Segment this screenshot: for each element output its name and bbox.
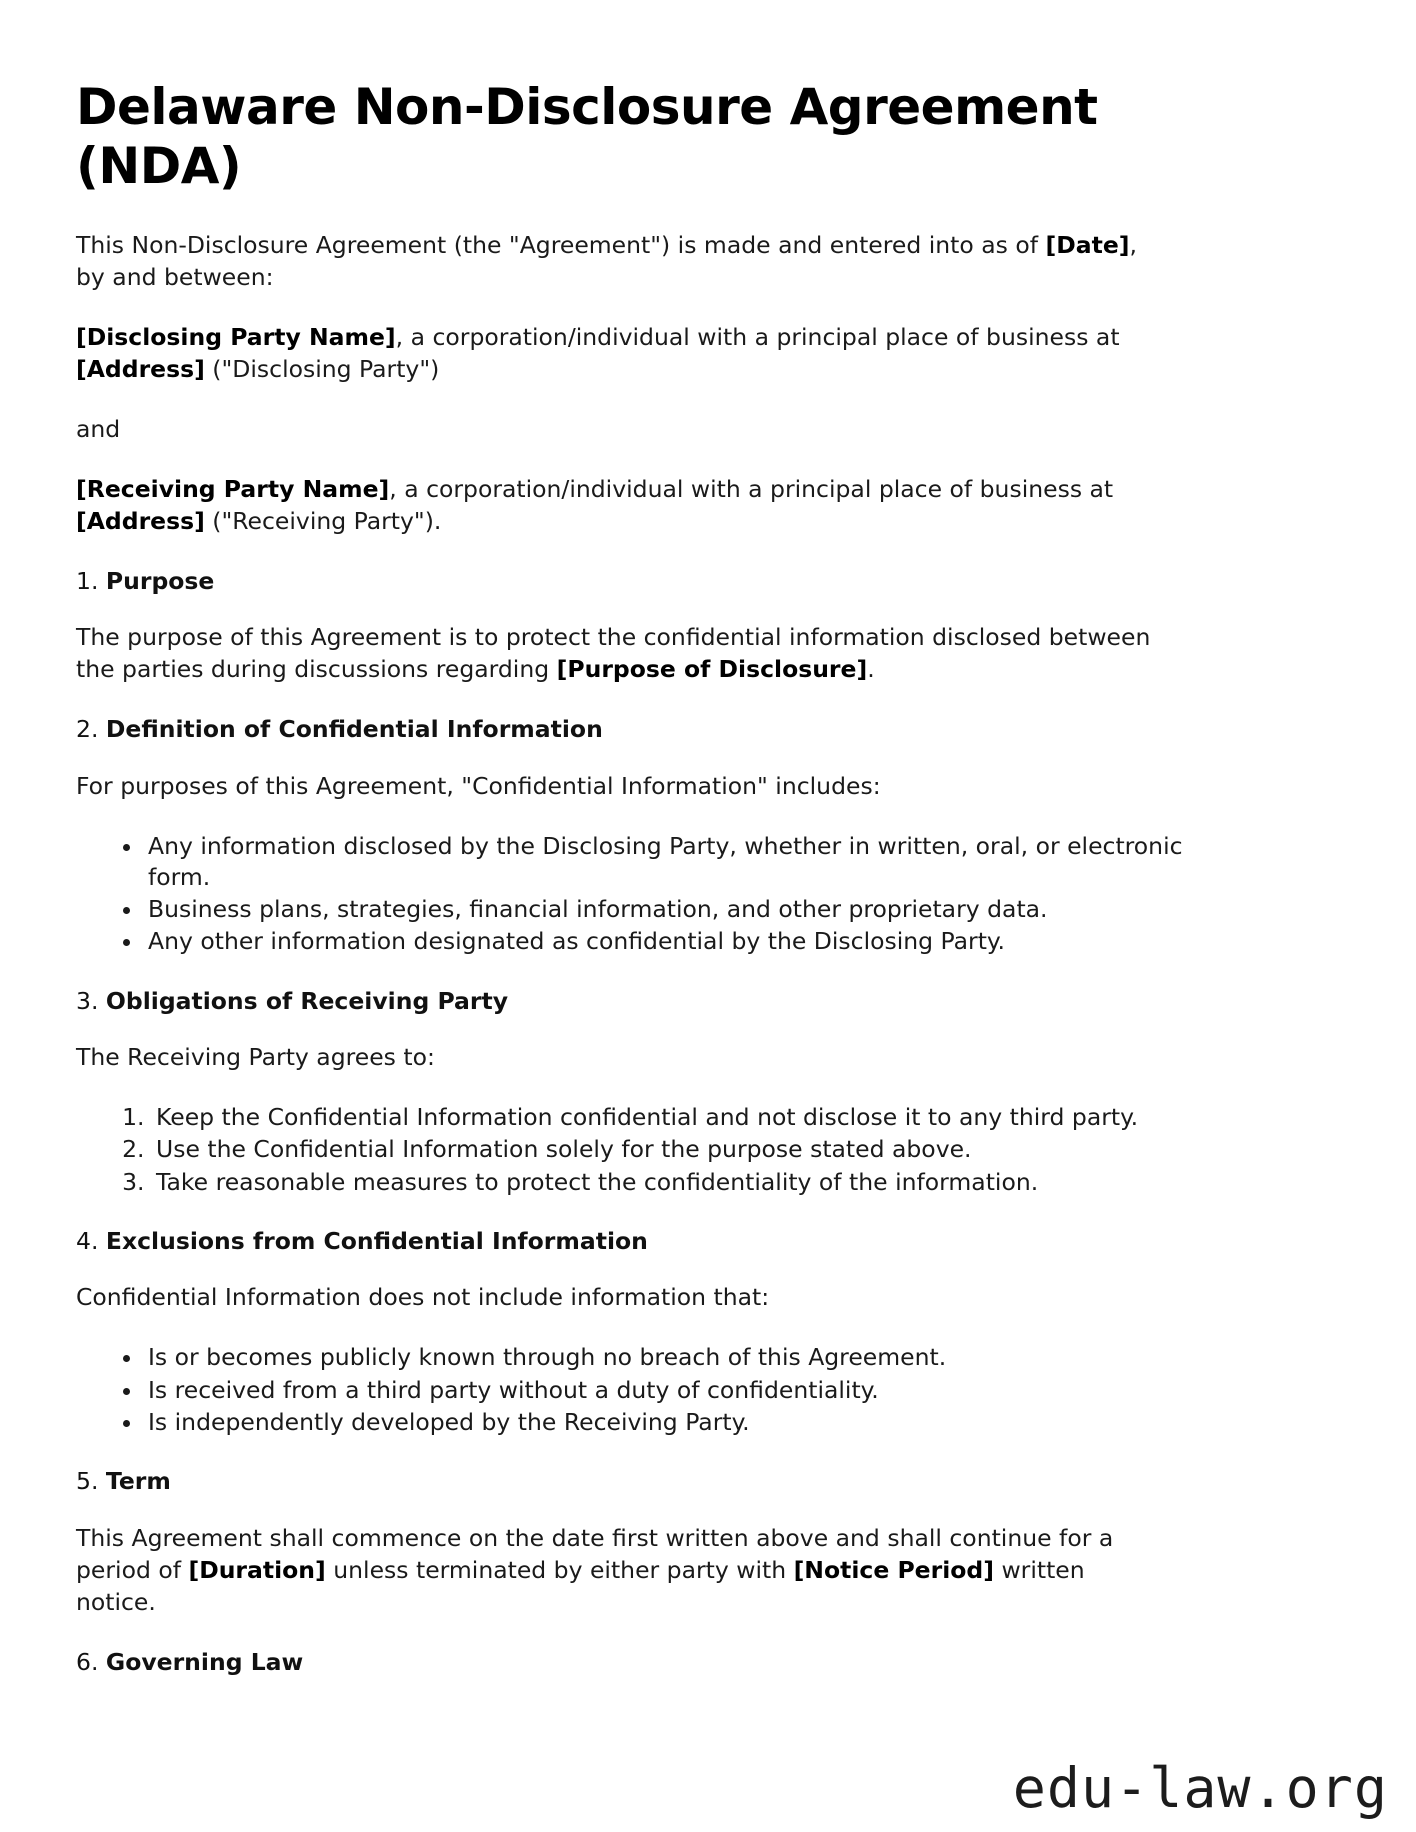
section-number-5: 5.: [76, 1467, 99, 1496]
section-title-3: Obligations of Receiving Party: [105, 986, 509, 1015]
page-title: Delaware Non-Disclosure Agreement (NDA): [76, 78, 1098, 195]
section-heading-definition: [76, 714, 1186, 745]
receiving-party-mid-text: , a corporation/individual with a principal place of business at: [389, 474, 1114, 503]
list-item: • Is or becomes publicly known through no breach of this Agreement.: [144, 1342, 1186, 1373]
section-5-body-after: written notice.: [76, 1555, 1085, 1616]
intro-lead-before: This Non-Disclosure Agreement (the "Agreement") is made and entered into as of: [76, 231, 1046, 259]
section-5-body: [76, 1523, 1171, 1619]
list-item: • Any information disclosed by the Disclosing Party, whether in written, oral, or electronic form.: [144, 831, 1186, 894]
disclosing-party-paragraph: [76, 322, 1171, 386]
section-1-body-before: The purpose of this Agreement is to protect the confidential information disclosed between the parties during discussions regarding: [76, 623, 1151, 684]
receiving-party-suffix: ("Receiving Party").: [204, 506, 442, 535]
section-number-3: 3.: [76, 986, 99, 1015]
section-number-6: 6.: [76, 1647, 99, 1676]
section-1-body-after: .: [867, 655, 875, 684]
list-item: • Any other information designated as confidential by the Disclosing Party.: [144, 926, 1186, 957]
receiving-party-name-placeholder: [Receiving Party Name]: [76, 474, 390, 503]
section-3-intro: The Receiving Party agrees to:: [76, 1043, 435, 1072]
section-2-intro: For purposes of this Agreement, "Confidential Information" includes:: [76, 771, 881, 800]
section-3-numbered-list: [76, 1102, 1186, 1198]
purpose-of-disclosure-placeholder: [Purpose of Disclosure]: [556, 655, 868, 684]
section-heading-exclusions: [76, 1226, 1186, 1257]
conjunction-paragraph: and: [76, 414, 121, 443]
section-heading-obligations: [76, 986, 1186, 1017]
section-number-1: 1.: [76, 566, 99, 595]
section-title-6: Governing Law: [105, 1647, 304, 1676]
list-item: 3. Take reasonable measures to protect the confidentiality of the information.: [152, 1167, 1186, 1198]
section-4-intro: Confidential Information does not include information that:: [76, 1283, 770, 1312]
section-heading-governing-law: [76, 1647, 1186, 1678]
section-5-body-mid: unless terminated by either party with: [325, 1555, 794, 1584]
section-title-1: Purpose: [105, 566, 215, 595]
notice-period-placeholder: [Notice Period]: [793, 1555, 994, 1584]
disclosing-party-address-placeholder: [Address]: [76, 354, 205, 383]
list-item: 2. Use the Confidential Information solely for the purpose stated above.: [152, 1134, 1186, 1165]
receiving-party-address-placeholder: [Address]: [76, 506, 205, 535]
list-item: 1. Keep the Confidential Information confidential and not disclose it to any third party.: [152, 1102, 1186, 1133]
section-heading-term: [76, 1466, 1186, 1497]
section-title-4: Exclusions from Confidential Information: [105, 1226, 648, 1255]
duration-placeholder: [Duration]: [188, 1555, 326, 1584]
section-4-bullet-list: [76, 1342, 1186, 1438]
disclosing-party-mid-text: , a corporation/individual with a principal place of business at: [395, 322, 1120, 351]
list-item: • Is independently developed by the Receiving Party.: [144, 1407, 1186, 1438]
section-1-body: [76, 622, 1171, 686]
list-item: • Is received from a third party without a duty of confidentiality.: [144, 1375, 1186, 1406]
section-5-body-before: This Agreement shall commence on the date first written above and shall continue for a period of: [76, 1523, 1114, 1584]
disclosing-party-suffix: ("Disclosing Party"): [204, 354, 440, 383]
section-number-2: 2.: [76, 715, 99, 744]
section-number-4: 4.: [76, 1226, 99, 1255]
section-2-bullet-list: [76, 831, 1186, 958]
section-title-2: Definition of Confidential Information: [105, 715, 603, 744]
section-title-5: Term: [105, 1467, 171, 1496]
date-placeholder: [Date]: [1045, 231, 1130, 259]
intro-lead-after: , by and between:: [76, 231, 1137, 291]
receiving-party-paragraph: [76, 474, 1171, 538]
site-watermark: edu-law.org: [1012, 1756, 1388, 1820]
section-heading-purpose: [76, 566, 1186, 597]
disclosing-party-name-placeholder: [Disclosing Party Name]: [76, 322, 396, 351]
list-item: • Business plans, strategies, financial information, and other proprietary data.: [144, 894, 1186, 925]
intro-paragraph: [76, 230, 1171, 294]
